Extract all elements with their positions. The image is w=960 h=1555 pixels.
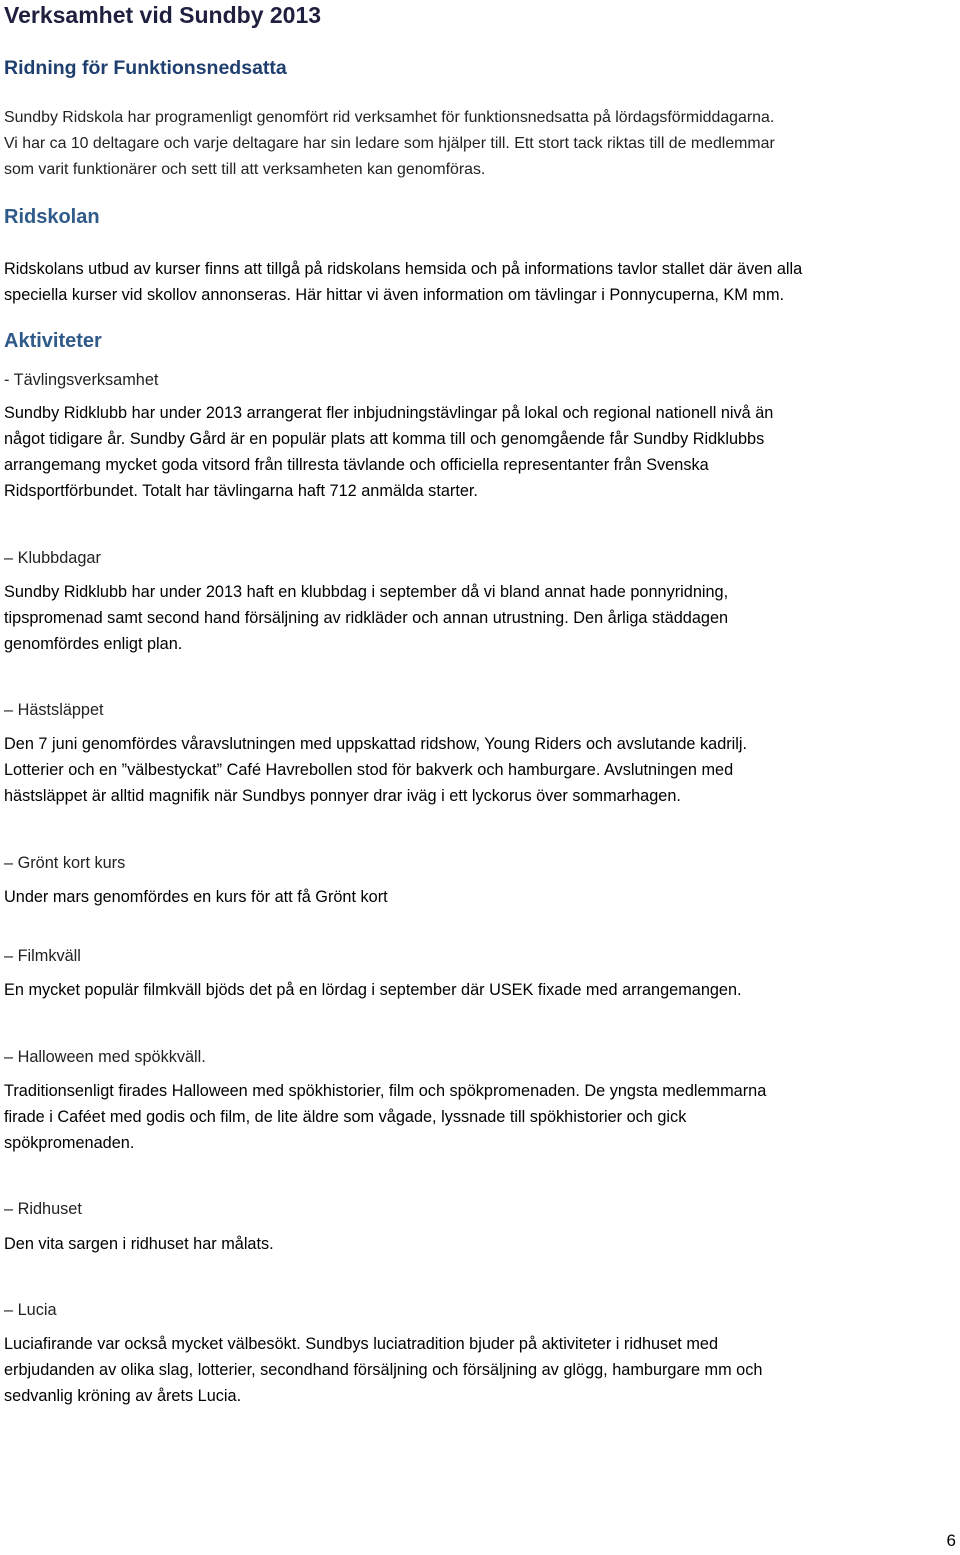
activity-paragraph-filmkvall: En mycket populär filmkväll bjöds det på en lördag i september där USEK fixade med arrangemangen. xyxy=(4,981,742,999)
activity-label-lucia: – Lucia xyxy=(4,1301,57,1319)
activity-paragraph-klubbdagar: Sundby Ridklubb har under 2013 haft en klubbdag i september då vi bland annat hade ponnyridning, tipspromenad samt second hand försäljning av ridkläder och annan utrustning. Den årliga städdagen genomfördes enligt plan. xyxy=(4,583,729,653)
activity-label-hastslappet: – Hästsläppet xyxy=(4,701,104,719)
activity-paragraph-lucia: Luciafirande var också mycket välbesökt. Sundbys luciatradition bjuder på aktiviteter i ridhuset med erbjudanden av olika slag, lotterier, secondhand försäljning och försäljning av glögg, hamburgare mm och sedvanlig kröning av årets Lucia. xyxy=(4,1335,763,1405)
activity-paragraph-ridhuset: Den vita sargen i ridhuset har målats. xyxy=(4,1235,274,1253)
activity-paragraph-halloween: Traditionsenligt firades Halloween med spökhistorier, film och spökpromenaden. De yngsta medlemmarna firade i Caféet med godis och film, de lite äldre som vågade, lyssnade till spökhistorier och gick spökpromenaden. xyxy=(4,1082,767,1152)
activity-label-klubbdagar: – Klubbdagar xyxy=(4,549,101,567)
section-heading-ridskolan: Ridskolan xyxy=(4,206,100,228)
section-paragraph-ridskolan: Ridskolans utbud av kurser finns att tillgå på ridskolans hemsida och på informations tavlor stallet där även alla speciella kurser vid skollov annonseras. Här hittar vi även information om tävlingar i Ponnycuperna, KM mm. xyxy=(4,260,803,304)
document-title: Verksamhet vid Sundby 2013 xyxy=(4,2,322,28)
section-paragraph-ridning: Sundby Ridskola har programenligt genomfört rid verksamhet för funktionsnedsatta på lördagsförmiddagarna. Vi har ca 10 deltagare och varje deltagare har sin ledare som hjälper till. Ett stort tack riktas till de medlemmar som varit funktionärer och sett till att verksamheten kan genomföras. xyxy=(4,109,775,178)
activity-label-filmkvall: – Filmkväll xyxy=(4,947,81,965)
activity-label-ridhuset: – Ridhuset xyxy=(4,1200,82,1218)
activity-label-gront-kort: – Grönt kort kurs xyxy=(4,854,126,872)
section-heading-ridning: Ridning för Funktionsnedsatta xyxy=(4,57,287,79)
activity-label-tavlingsverksamhet: - Tävlingsverksamhet xyxy=(4,371,159,389)
activity-paragraph-tavlingsverksamhet: Sundby Ridklubb har under 2013 arrangerat fler inbjudningstävlingar på lokal och regional nationell nivå än något tidigare år. Sundby Gård är en populär plats att komma till och genomgående får Sundby Ridklubbs arrangemang mycket goda vitsord från tillresta tävlande och officiella representanter från Svenska Ridsportförbundet. Totalt har tävlingarna haft 712 anmälda starter. xyxy=(4,404,774,500)
section-heading-aktiviteter: Aktiviteter xyxy=(4,330,102,352)
activity-paragraph-gront-kort: Under mars genomfördes en kurs för att få Grönt kort xyxy=(4,888,388,906)
page-number: 6 xyxy=(946,1531,956,1550)
activity-paragraph-hastslappet: Den 7 juni genomfördes våravslutningen med uppskattad ridshow, Young Riders och avslutande kadrilj. Lotterier och en ”välbestyckat” Café Havrebollen stod för bakverk och hamburgare. Avslutningen med hästsläppet är alltid magnifik när Sundbys ponnyer drar iväg i ett lyckorus över sommarhagen. xyxy=(4,735,748,805)
activity-label-halloween: – Halloween med spökkväll. xyxy=(4,1048,206,1066)
